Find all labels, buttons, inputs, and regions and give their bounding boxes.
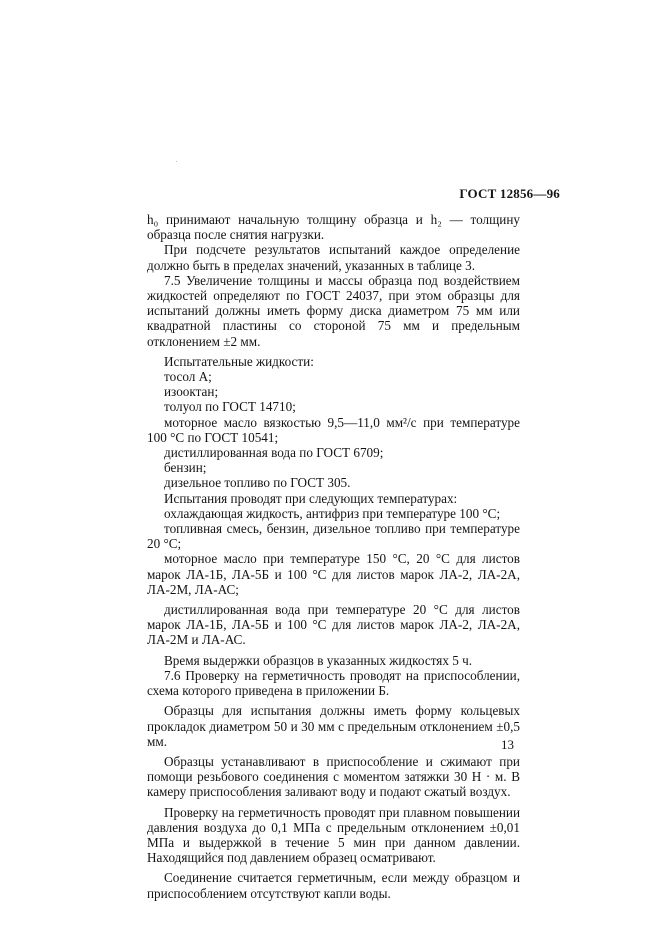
paragraph: 7.5 Увеличение толщины и массы образца под воздействием жидкостей определяют по ГОСТ 24037, при этом образцы для испытаний должны иметь форму диска диаметром 75 мм или квадратной пластины со стороной 75 мм и предельным отклонением ±2 мм. [147, 272, 520, 349]
body-text [147, 212, 520, 901]
paragraph: Образцы для испытания должны иметь форму кольцевых прокладок диаметром 50 и 30 мм с предельным отклонением ±0,5 мм. [147, 703, 520, 749]
paragraph: дизельное топливо по ГОСТ 305. [164, 475, 351, 491]
paragraph: толуол по ГОСТ 14710; [164, 399, 296, 415]
scan-speck [176, 161, 177, 162]
paragraph: 7.6 Проверку на герметичность проводят на приспособлении, схема которого приведена в приложении Б. [147, 667, 520, 699]
paragraph: Испытательные жидкости: [164, 353, 314, 369]
paragraph: Образцы устанавливают в приспособление и сжимают при помощи резьбового соединения с моментом затяжки 30 Н · м. В камеру приспособления заливают воду и подают сжатый воздух. [147, 753, 520, 800]
paragraph: тосол А; [164, 369, 212, 385]
paragraph: изооктан; [164, 384, 219, 400]
paragraph: бензин; [164, 460, 207, 476]
paragraph: Время выдержки образцов в указанных жидкостях 5 ч. [164, 652, 473, 668]
page-number: 13 [501, 737, 514, 752]
paragraph: моторное масло вязкостью 9,5—11,0 мм²/с при температуре 100 °С по ГОСТ 10541; [147, 414, 520, 445]
paragraph: Испытания проводят при следующих температурах: [164, 490, 458, 506]
paragraph: охлаждающая жидкость, антифриз при температуре 100 °С; [164, 505, 501, 521]
document-code-header: ГОСТ 12856—96 [459, 186, 560, 201]
paragraph: Проверку на герметичность проводят при плавном повышении давления воздуха до 0,1 МПа с предельным отклонением ±0,01 МПа и выдержкой в течение 5 мин при данном давлении. Находящийся под давлением образец осматривают. [147, 804, 520, 866]
paragraph: h₀ принимают начальную толщину образца и h₂ — толщину образца после снятия нагрузки. [147, 212, 520, 243]
paragraph: моторное масло при температуре 150 °С, 20 °С для листов марок ЛА-1Б, ЛА-5Б и 100 °С для листов марок ЛА-2, ЛА-2А, ЛА-2М, ЛА-АС; [147, 551, 520, 597]
paragraph: дистиллированная вода при температуре 20 °С для листов марок ЛА-1Б, ЛА-5Б и 100 °С для листов марок ЛА-2, ЛА-2А, ЛА-2М и ЛА-АС. [147, 602, 520, 648]
paragraph: Соединение считается герметичным, если между образцом и приспособлением отсутствуют капли воды. [147, 870, 520, 901]
paragraph: дистиллированная вода по ГОСТ 6709; [164, 445, 384, 461]
paragraph: топливная смесь, бензин, дизельное топливо при температуре 20 °С; [147, 521, 520, 552]
paragraph: При подсчете результатов испытаний каждое определение должно быть в пределах значений, указанных в таблице 3. [147, 242, 520, 273]
